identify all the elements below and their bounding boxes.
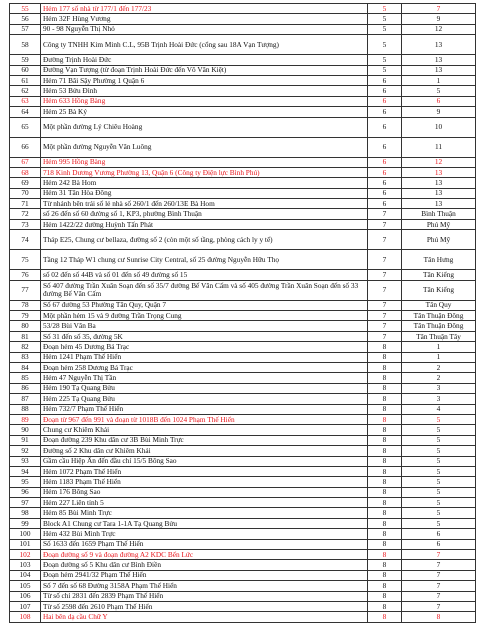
table-row xyxy=(10,209,476,219)
district-cell: 7 xyxy=(368,331,402,341)
district-cell: 8 xyxy=(368,425,402,435)
row-number-cell: 73 xyxy=(10,219,41,229)
table-row xyxy=(10,331,476,341)
ward-cell: 2 xyxy=(402,362,476,372)
ward-cell: 12 xyxy=(402,157,476,167)
ward-cell: 13 xyxy=(402,178,476,188)
table-row xyxy=(10,383,476,393)
ward-cell: 1 xyxy=(402,75,476,85)
table-row xyxy=(10,518,476,528)
table-row xyxy=(10,86,476,96)
location-name-cell: Đoạn từ 967 đến 991 và đoạn từ 1018B đến 1024 Phạm Thế Hiển xyxy=(41,414,368,424)
table-row xyxy=(10,167,476,177)
location-name-cell: Hẻm 47 Nguyễn Thị Tần xyxy=(41,373,368,383)
table-row xyxy=(10,508,476,518)
ward-cell: 5 xyxy=(402,477,476,487)
district-cell: 8 xyxy=(368,601,402,611)
district-cell: 8 xyxy=(368,560,402,570)
table-row xyxy=(10,425,476,435)
location-name-cell: Số 7 đến số 68 Đường 3158A Phạm Thế Hiển xyxy=(41,581,368,591)
table-row xyxy=(10,477,476,487)
ward-cell: 9 xyxy=(402,107,476,117)
table-row xyxy=(10,404,476,414)
ward-cell: 5 xyxy=(402,518,476,528)
district-cell: 7 xyxy=(368,209,402,219)
ward-cell: 5 xyxy=(402,498,476,508)
row-number-cell: 92 xyxy=(10,446,41,456)
row-number-cell: 96 xyxy=(10,487,41,497)
district-cell: 6 xyxy=(368,96,402,106)
district-cell: 5 xyxy=(368,14,402,24)
district-cell: 6 xyxy=(368,107,402,117)
location-name-cell: Hẻm 1241 Phạm Thế Hiển xyxy=(41,352,368,362)
ward-cell: 5 xyxy=(402,456,476,466)
row-number-cell: 71 xyxy=(10,199,41,209)
district-cell: 8 xyxy=(368,477,402,487)
district-cell: 8 xyxy=(368,518,402,528)
row-number-cell: 76 xyxy=(10,270,41,280)
location-name-cell: Đường số 2 Khu dân cư Khiêm Khải xyxy=(41,446,368,456)
ward-cell: 7 xyxy=(402,4,476,14)
table-row xyxy=(10,14,476,24)
ward-cell: 7 xyxy=(402,570,476,580)
district-cell: 6 xyxy=(368,167,402,177)
location-name-cell: Hẻm 1422/22 đường Huỳnh Tấn Phát xyxy=(41,219,368,229)
ward-cell: 13 xyxy=(402,167,476,177)
district-cell: 6 xyxy=(368,137,402,157)
location-name-cell: Hẻm 432 Bùi Minh Trực xyxy=(41,529,368,539)
ward-cell: 5 xyxy=(402,466,476,476)
row-number-cell: 91 xyxy=(10,435,41,445)
location-name-cell: 90 - 98 Nguyễn Thị Nhỏ xyxy=(41,24,368,34)
row-number-cell: 99 xyxy=(10,518,41,528)
row-number-cell: 97 xyxy=(10,498,41,508)
table-row xyxy=(10,188,476,198)
district-cell: 5 xyxy=(368,24,402,34)
row-number-cell: 100 xyxy=(10,529,41,539)
ward-cell: 5 xyxy=(402,425,476,435)
table-row xyxy=(10,35,476,55)
district-cell: 5 xyxy=(368,4,402,14)
table-row xyxy=(10,570,476,580)
row-number-cell: 80 xyxy=(10,321,41,331)
location-name-cell: Tháp E25, Chung cư bellaza, đường số 2 (còn một số tầng, phòng cách ly y tế) xyxy=(41,230,368,250)
district-cell: 6 xyxy=(368,117,402,137)
district-cell: 6 xyxy=(368,188,402,198)
ward-cell: 5 xyxy=(402,414,476,424)
row-number-cell: 102 xyxy=(10,550,41,560)
location-name-cell: số 02 đến số 44B và số 01 đến số 49 đường số 15 xyxy=(41,270,368,280)
ward-cell: 13 xyxy=(402,55,476,65)
district-cell: 8 xyxy=(368,352,402,362)
ward-cell: 5 xyxy=(402,446,476,456)
district-cell: 6 xyxy=(368,75,402,85)
table-row xyxy=(10,199,476,209)
table-body xyxy=(10,4,476,623)
district-cell: 8 xyxy=(368,383,402,393)
location-name-cell: Hẻm 190 Tạ Quang Bửu xyxy=(41,383,368,393)
ward-cell: Tân Thuận Tây xyxy=(402,331,476,341)
row-number-cell: 67 xyxy=(10,157,41,167)
row-number-cell: 69 xyxy=(10,178,41,188)
row-number-cell: 82 xyxy=(10,342,41,352)
location-name-cell: Hẻm 71 Bãi Sậy Phường 1 Quận 6 xyxy=(41,75,368,85)
table-row xyxy=(10,446,476,456)
district-cell: 5 xyxy=(368,35,402,55)
ward-cell: Tân Quy xyxy=(402,300,476,310)
table-row xyxy=(10,24,476,34)
location-name-cell: Hẻm 1183 Phạm Thế Hiển xyxy=(41,477,368,487)
district-cell: 8 xyxy=(368,373,402,383)
table-row xyxy=(10,550,476,560)
ward-cell: 4 xyxy=(402,404,476,414)
row-number-cell: 74 xyxy=(10,230,41,250)
row-number-cell: 86 xyxy=(10,383,41,393)
table-row xyxy=(10,352,476,362)
district-cell: 8 xyxy=(368,550,402,560)
district-cell: 7 xyxy=(368,311,402,321)
table-row xyxy=(10,612,476,622)
district-cell: 7 xyxy=(368,250,402,270)
district-cell: 8 xyxy=(368,498,402,508)
ward-cell: 6 xyxy=(402,96,476,106)
district-cell: 8 xyxy=(368,570,402,580)
table-row xyxy=(10,280,476,300)
district-cell: 6 xyxy=(368,199,402,209)
location-name-cell: Hẻm 177 số nhà từ 177/1 đến 177/23 xyxy=(41,4,368,14)
ward-cell: 1 xyxy=(402,352,476,362)
ward-cell: Tân Kiểng xyxy=(402,270,476,280)
district-cell: 8 xyxy=(368,591,402,601)
location-name-cell: Hẻm 176 Bông Sao xyxy=(41,487,368,497)
ward-cell: Tân Kiểng xyxy=(402,280,476,300)
district-cell: 8 xyxy=(368,487,402,497)
row-number-cell: 106 xyxy=(10,591,41,601)
table-row xyxy=(10,219,476,229)
table-row xyxy=(10,300,476,310)
table-row xyxy=(10,137,476,157)
ward-cell: 7 xyxy=(402,581,476,591)
district-cell: 6 xyxy=(368,86,402,96)
row-number-cell: 107 xyxy=(10,601,41,611)
table-row xyxy=(10,601,476,611)
table-row xyxy=(10,487,476,497)
table-row xyxy=(10,250,476,270)
location-name-cell: Hẻm 85 Bùi Minh Trực xyxy=(41,508,368,518)
table-row xyxy=(10,4,476,14)
table-row xyxy=(10,65,476,75)
ward-cell: 11 xyxy=(402,137,476,157)
ward-cell: Phú Mỹ xyxy=(402,230,476,250)
location-name-cell: Block A1 Chung cư Tara 1-1A Tạ Quang Bửu xyxy=(41,518,368,528)
location-name-cell: Từ số 2598 đến 2610 Phạm Thế Hiển xyxy=(41,601,368,611)
row-number-cell: 59 xyxy=(10,55,41,65)
district-cell: 8 xyxy=(368,342,402,352)
row-number-cell: 108 xyxy=(10,612,41,622)
district-cell: 8 xyxy=(368,414,402,424)
row-number-cell: 101 xyxy=(10,539,41,549)
table-row xyxy=(10,456,476,466)
ward-cell: 7 xyxy=(402,550,476,560)
location-name-cell: Gầm cầu Hiệp Ân đến đầu chí 15/5 Bông Sao xyxy=(41,456,368,466)
row-number-cell: 61 xyxy=(10,75,41,85)
row-number-cell: 90 xyxy=(10,425,41,435)
ward-cell: Bình Thuận xyxy=(402,209,476,219)
location-name-cell: Hẻm 995 Hồng Bàng xyxy=(41,157,368,167)
row-number-cell: 66 xyxy=(10,137,41,157)
table-row xyxy=(10,529,476,539)
table-row xyxy=(10,498,476,508)
district-cell: 7 xyxy=(368,219,402,229)
location-name-cell: Chung cư Khiêm Khải xyxy=(41,425,368,435)
table-row xyxy=(10,117,476,137)
location-name-cell: Hẻm 633 Hồng Bàng xyxy=(41,96,368,106)
row-number-cell: 63 xyxy=(10,96,41,106)
district-cell: 8 xyxy=(368,581,402,591)
district-cell: 8 xyxy=(368,466,402,476)
district-cell: 8 xyxy=(368,446,402,456)
district-cell: 8 xyxy=(368,394,402,404)
ward-cell: 13 xyxy=(402,188,476,198)
district-cell: 8 xyxy=(368,612,402,622)
ward-cell: 9 xyxy=(402,14,476,24)
location-name-cell: Đoạn hẻm 45 Dương Bá Trạc xyxy=(41,342,368,352)
district-cell: 7 xyxy=(368,230,402,250)
ward-cell: 8 xyxy=(402,612,476,622)
location-name-cell: Đường Vạn Tượng (từ đoạn Trịnh Hoài Đức đến Võ Văn Kiệt) xyxy=(41,65,368,75)
location-name-cell: Đoạn đường 239 Khu dân cư 3B Bùi Minh Trực xyxy=(41,435,368,445)
row-number-cell: 79 xyxy=(10,311,41,321)
table-row xyxy=(10,539,476,549)
district-cell: 5 xyxy=(368,65,402,75)
row-number-cell: 89 xyxy=(10,414,41,424)
table-row xyxy=(10,311,476,321)
district-cell: 8 xyxy=(368,529,402,539)
location-name-cell: Số 407 đường Trần Xuân Soạn đến số 35/7 đường Bế Văn Cấm và số 405 đường Trần Xuân Soạn đến số 33 đường Bế Văn Cấm xyxy=(41,280,368,300)
row-number-cell: 58 xyxy=(10,35,41,55)
location-name-cell: 718 Kinh Dương Vương Phường 13, Quận 6 (Công ty Điện lực Bình Phú) xyxy=(41,167,368,177)
ward-cell: 7 xyxy=(402,560,476,570)
table-row xyxy=(10,414,476,424)
location-name-cell: số 26 đến số 60 đường số 1, KP3, phường Bình Thuận xyxy=(41,209,368,219)
location-name-cell: Một phần hẻm 15 và 9 đường Trần Trọng Cung xyxy=(41,311,368,321)
table-row xyxy=(10,591,476,601)
location-name-cell: Số 31 đến số 35, đường 5K xyxy=(41,331,368,341)
row-number-cell: 77 xyxy=(10,280,41,300)
location-name-cell: Hẻm 53 Bửu Đình xyxy=(41,86,368,96)
row-number-cell: 88 xyxy=(10,404,41,414)
ward-cell: 6 xyxy=(402,529,476,539)
location-name-cell: Hẻm 32F Hùng Vương xyxy=(41,14,368,24)
row-number-cell: 68 xyxy=(10,167,41,177)
row-number-cell: 85 xyxy=(10,373,41,383)
table-row xyxy=(10,342,476,352)
row-number-cell: 87 xyxy=(10,394,41,404)
district-cell: 5 xyxy=(368,55,402,65)
ward-cell: Tân Hưng xyxy=(402,250,476,270)
location-name-cell: Đoạn đường số 9 và đoạn đường A2 KDC Bến Lức xyxy=(41,550,368,560)
location-name-cell: Hẻm 31 Tân Hòa Đông xyxy=(41,188,368,198)
district-cell: 6 xyxy=(368,178,402,188)
location-name-cell: Đoạn hẻm 2941/32 Phạm Thế Hiển xyxy=(41,570,368,580)
ward-cell: 13 xyxy=(402,65,476,75)
table-row xyxy=(10,394,476,404)
district-cell: 8 xyxy=(368,435,402,445)
row-number-cell: 94 xyxy=(10,466,41,476)
location-name-cell: Đoạn hẻm 258 Dương Bá Trạc xyxy=(41,362,368,372)
locations-table xyxy=(9,3,476,623)
location-name-cell: Số 67 đường 53 Phường Tân Quy, Quận 7 xyxy=(41,300,368,310)
row-number-cell: 57 xyxy=(10,24,41,34)
row-number-cell: 81 xyxy=(10,331,41,341)
district-cell: 7 xyxy=(368,300,402,310)
location-name-cell: Tầng 12 Tháp W1 chung cư Sunrise City Central, số 25 đường Nguyễn Hữu Thọ xyxy=(41,250,368,270)
district-cell: 6 xyxy=(368,157,402,167)
ward-cell: Phú Mỹ xyxy=(402,219,476,229)
district-cell: 7 xyxy=(368,270,402,280)
table-row xyxy=(10,362,476,372)
ward-cell: 5 xyxy=(402,86,476,96)
table-row xyxy=(10,107,476,117)
row-number-cell: 55 xyxy=(10,4,41,14)
location-name-cell: Hẻm 732/7 Phạm Thế Hiển xyxy=(41,404,368,414)
ward-cell: 5 xyxy=(402,508,476,518)
row-number-cell: 103 xyxy=(10,560,41,570)
location-name-cell: Từ số chỉ 2831 đến 2839 Phạm Thế Hiển xyxy=(41,591,368,601)
row-number-cell: 70 xyxy=(10,188,41,198)
district-cell: 8 xyxy=(368,539,402,549)
location-name-cell: Một phần đường Lý Chiêu Hoàng xyxy=(41,117,368,137)
row-number-cell: 56 xyxy=(10,14,41,24)
row-number-cell: 83 xyxy=(10,352,41,362)
location-name-cell: Hai bên dạ cầu Chữ Y xyxy=(41,612,368,622)
table-row xyxy=(10,270,476,280)
ward-cell: 6 xyxy=(402,539,476,549)
ward-cell: 13 xyxy=(402,199,476,209)
ward-cell: Tân Thuận Đông xyxy=(402,311,476,321)
location-name-cell: 53/28 Bùi Văn Ba xyxy=(41,321,368,331)
table-row xyxy=(10,581,476,591)
ward-cell: 1 xyxy=(402,342,476,352)
location-name-cell: Từ nhánh bên trái số lẻ nhà số 260/1 đến 260/13E Bà Hom xyxy=(41,199,368,209)
district-cell: 7 xyxy=(368,321,402,331)
ward-cell: 7 xyxy=(402,601,476,611)
table-row xyxy=(10,55,476,65)
district-cell: 8 xyxy=(368,362,402,372)
table-row xyxy=(10,321,476,331)
ward-cell: 2 xyxy=(402,373,476,383)
table-row xyxy=(10,178,476,188)
ward-cell: 3 xyxy=(402,394,476,404)
row-number-cell: 62 xyxy=(10,86,41,96)
row-number-cell: 75 xyxy=(10,250,41,270)
location-name-cell: Hẻm 225 Tạ Quang Bửu xyxy=(41,394,368,404)
location-name-cell: Số 1633 đến 1659 Phạm Thế Hiển xyxy=(41,539,368,549)
row-number-cell: 105 xyxy=(10,581,41,591)
ward-cell: Tân Thuận Đông xyxy=(402,321,476,331)
ward-cell: 12 xyxy=(402,24,476,34)
location-name-cell: Hẻm 25 Bà Ký xyxy=(41,107,368,117)
table-row xyxy=(10,96,476,106)
table-row xyxy=(10,230,476,250)
ward-cell: 7 xyxy=(402,591,476,601)
row-number-cell: 104 xyxy=(10,570,41,580)
row-number-cell: 65 xyxy=(10,117,41,137)
row-number-cell: 72 xyxy=(10,209,41,219)
district-cell: 8 xyxy=(368,404,402,414)
table-row xyxy=(10,75,476,85)
location-name-cell: Hẻm 227 Liên tỉnh 5 xyxy=(41,498,368,508)
table-row xyxy=(10,466,476,476)
row-number-cell: 93 xyxy=(10,456,41,466)
district-cell: 8 xyxy=(368,508,402,518)
table-row xyxy=(10,560,476,570)
row-number-cell: 84 xyxy=(10,362,41,372)
row-number-cell: 60 xyxy=(10,65,41,75)
table-row xyxy=(10,157,476,167)
row-number-cell: 78 xyxy=(10,300,41,310)
ward-cell: 5 xyxy=(402,435,476,445)
row-number-cell: 64 xyxy=(10,107,41,117)
ward-cell: 3 xyxy=(402,383,476,393)
row-number-cell: 95 xyxy=(10,477,41,487)
location-name-cell: Một phần đường Nguyễn Văn Luông xyxy=(41,137,368,157)
district-cell: 7 xyxy=(368,280,402,300)
location-name-cell: Hẻm 242 Bà Hom xyxy=(41,178,368,188)
location-name-cell: Đường Trịnh Hoài Đức xyxy=(41,55,368,65)
table-row xyxy=(10,373,476,383)
location-name-cell: Công ty TNHH Kim Minh C.L, 95B Trịnh Hoài Đức (cổng sau 18A Vạn Tượng) xyxy=(41,35,368,55)
ward-cell: 5 xyxy=(402,487,476,497)
district-cell: 8 xyxy=(368,456,402,466)
location-name-cell: Hẻm 1072 Phạm Thế Hiển xyxy=(41,466,368,476)
table-row xyxy=(10,435,476,445)
row-number-cell: 98 xyxy=(10,508,41,518)
location-name-cell: Đoạn đường số 5 Khu dân cư Bình Điền xyxy=(41,560,368,570)
ward-cell: 10 xyxy=(402,117,476,137)
ward-cell: 13 xyxy=(402,35,476,55)
